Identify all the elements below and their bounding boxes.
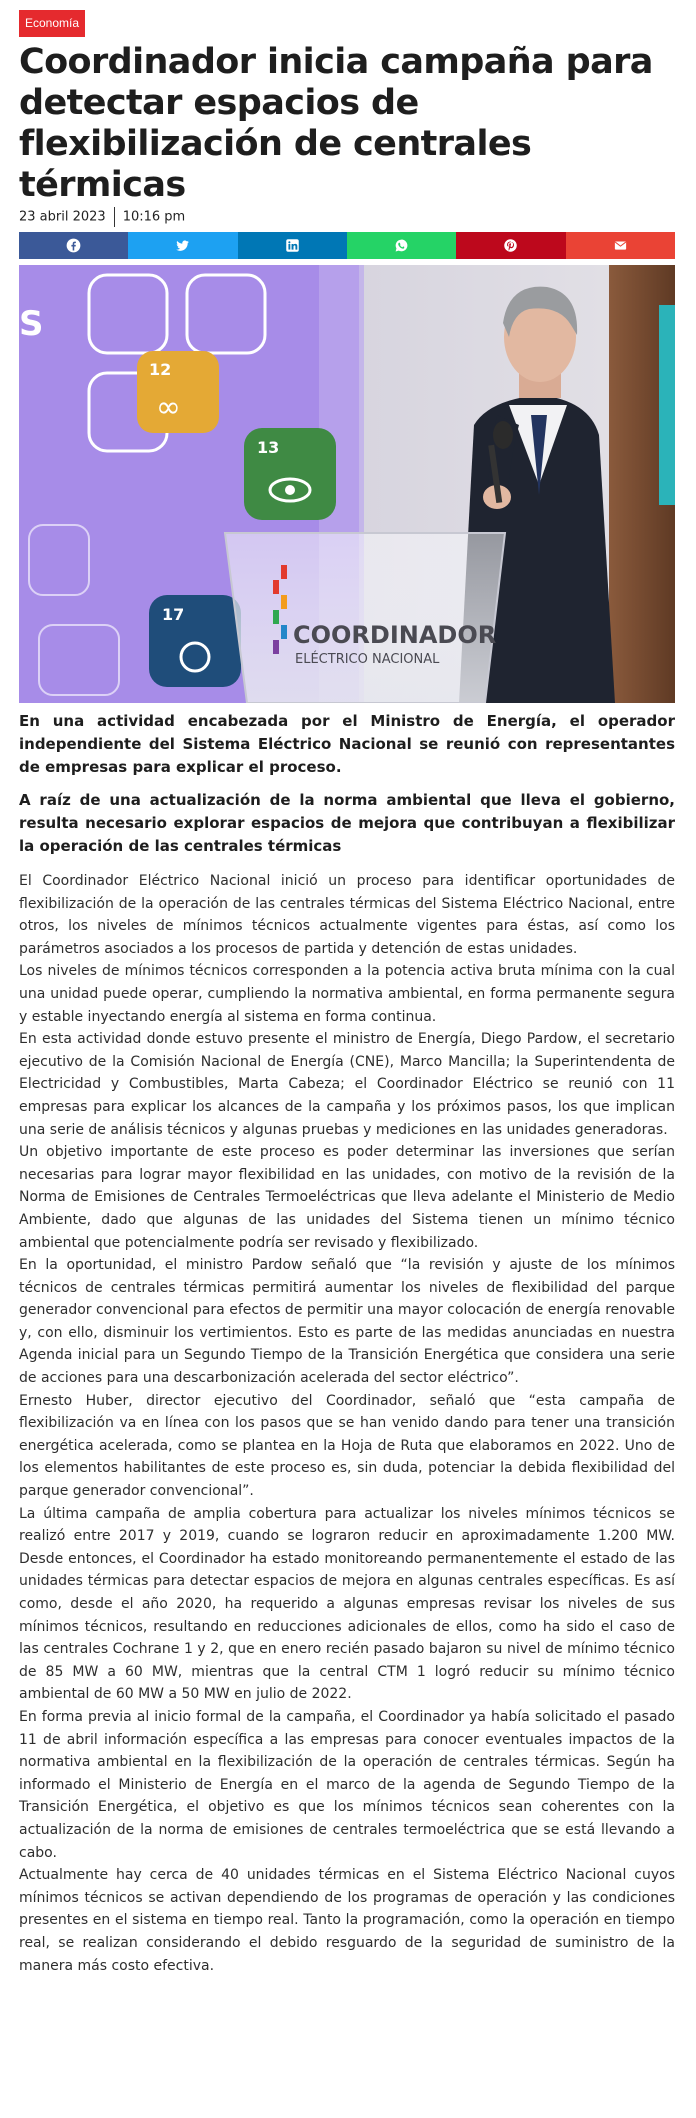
twitter-icon <box>175 238 190 253</box>
article-body <box>19 870 675 1977</box>
body-paragraph: Ernesto Huber, director ejecutivo del Coordinador, señaló que “esta campaña de flexibilización va en línea con los pasos que se han venido dando para tener una transición energética acelerada, como se plantea en la Hoja de Ruta que elaboramos en 2022. Uno de los elementos habilitantes de este proceso es, sin duda, potenciar la debida flexibilidad del parque generador convencional”. <box>19 1392 675 1500</box>
slide-number-17: 17 <box>162 605 185 624</box>
share-bar <box>19 232 675 259</box>
podium-brand: COORDINADOR <box>293 621 497 649</box>
hero-image <box>19 265 675 703</box>
share-facebook-button[interactable] <box>19 232 128 259</box>
body-paragraph: La última campaña de amplia cobertura para actualizar los niveles mínimos técnicos se realizó entre 2017 y 2019, cuando se lograron reducir en aproximadamente 1.200 MW. Desde entonces, el Coordinador ha estado monitoreando permanentemente el estado de las unidades térmicas para detectar espacios de mejora en algunas centrales específicas. Es así como, desde el año 2020, ha requerido a algunas empresas revisar los niveles de sus mínimos técnicos, resultando en reducciones adicionales de ellos, como ha sido el caso de las centrales Cochrane 1 y 2, que en enero recién pasado bajaron su nivel de mínimo técnico de 85 MW a 60 MW, mientras que la central CTM 1 logró reducir su mínimo técnico ambiental de 60 MW a 50 MW en julio de 2022. <box>19 1505 675 1703</box>
svg-text:∞: ∞ <box>156 390 181 425</box>
share-twitter-button[interactable] <box>128 232 237 259</box>
share-linkedin-button[interactable] <box>238 232 347 259</box>
email-icon <box>613 238 628 253</box>
share-pinterest-button[interactable] <box>456 232 565 259</box>
slide-letter: S <box>19 304 44 344</box>
meta-divider <box>114 207 115 227</box>
podium-sub: ELÉCTRICO NACIONAL <box>295 652 440 667</box>
facebook-icon <box>66 238 81 253</box>
slide-number-12: 12 <box>149 360 172 379</box>
body-paragraph: Actualmente hay cerca de 40 unidades térmicas en el Sistema Eléctrico Nacional cuyos mínimos técnicos se activan dependiendo de los programas de operación y las condiciones presentes en el sistema en tiempo real. Tanto la programación, como la operación en tiempo real, se realizan considerando el debido resguardo de la seguridad de suministro de la manera más costo efectiva. <box>19 1867 675 1974</box>
article-title: Coordinador inicia campaña para detectar espacios de flexibilización de centrales térmicas <box>19 42 653 205</box>
slide-number-13: 13 <box>257 438 280 457</box>
share-email-button[interactable] <box>566 232 675 259</box>
body-paragraph: En esta actividad donde estuvo presente el ministro de Energía, Diego Pardow, el secretario ejecutivo de la Comisión Nacional de Energía (CNE), Marco Mancilla; la Superintendenta de Electricidad y Combustibles, Marta Cabeza; el Coordinador Eléctrico se reunió con 11 empresas para explicar los alcances de la campaña y los próximos pasos, los que implican una serie de análisis técnicos y algunas pruebas y mediciones en las unidades generadoras. <box>19 1031 675 1138</box>
linkedin-icon <box>285 238 300 253</box>
speaker-photo <box>19 265 675 703</box>
pinterest-icon <box>503 238 518 253</box>
share-whatsapp-button[interactable] <box>347 232 456 259</box>
body-paragraph: Los niveles de mínimos técnicos corresponden a la potencia activa bruta mínima con la cual una unidad puede operar, cumpliendo la normativa ambiental, en forma permanente segura y estable inyectando energía al sistema en forma continua. <box>19 963 675 1025</box>
article-lead: En una actividad encabezada por el Ministro de Energía, el operador independiente del Sistema Eléctrico Nacional se reunió con representantes de empresas para explicar el proceso. <box>19 712 675 776</box>
article-date: 23 abril 2023 <box>19 209 106 225</box>
article-subheading: A raíz de una actualización de la norma ambiental que lleva el gobierno, resulta necesario explorar espacios de mejora que contribuyan a flexibilizar la operación de las centrales térmicas <box>19 791 675 855</box>
body-paragraph: En forma previa al inicio formal de la campaña, el Coordinador ya había solicitado el pasado 11 de abril información específica a las empresas para conocer eventuales impactos de la normativa ambiental en la flexibilización de la operación de centrales térmicas. Según ha informado el Ministerio de Energía en el marco de la agenda de Segundo Tiempo de la Transición Energética, el objetivo es que los mínimos técnicos sean coherentes con la actualización de la norma de emisiones de centrales termoeléctrica que se está llevando a cabo. <box>19 1708 675 1861</box>
article-meta <box>19 207 185 228</box>
whatsapp-icon <box>394 238 409 253</box>
body-paragraph: En la oportunidad, el ministro Pardow señaló que “la revisión y ajuste de los mínimos técnicos de centrales térmicas permitirá aumentar los niveles de flexibilidad del parque generador convencional para efectos de permitir una mayor colocación de energía renovable y, con ello, disminuir los vertimientos. Esto es parte de las medidas anunciadas en nuestra Agenda inicial para un Segundo Tiempo de la Transición Energética que considera una serie de acciones para una descarbonización acelerada del sector eléctrico”. <box>19 1257 675 1387</box>
category-tag[interactable]: Economía <box>19 10 85 37</box>
article-time: 10:16 pm <box>122 209 186 225</box>
body-paragraph: Un objetivo importante de este proceso es poder determinar las inversiones que serían necesarias para lograr mayor flexibilidad en las unidades, con motivo de la revisión de la Norma de Emisiones de Centrales Termoeléctricas que lleva adelante el Ministerio de Medio Ambiente, dado que algunas de las unidades del Sistema tienen un mínimo técnico ambiental que potencialmente podría ser revisado y flexibilizado. <box>19 1144 675 1251</box>
body-paragraph: El Coordinador Eléctrico Nacional inició un proceso para identificar oportunidades de flexibilización de la operación de las centrales térmicas del Sistema Eléctrico Nacional, entre otros, los niveles de mínimos técnicos actualmente vigentes para éstas, así como los parámetros asociados a los procesos de partida y detención de estas unidades. <box>19 873 675 957</box>
